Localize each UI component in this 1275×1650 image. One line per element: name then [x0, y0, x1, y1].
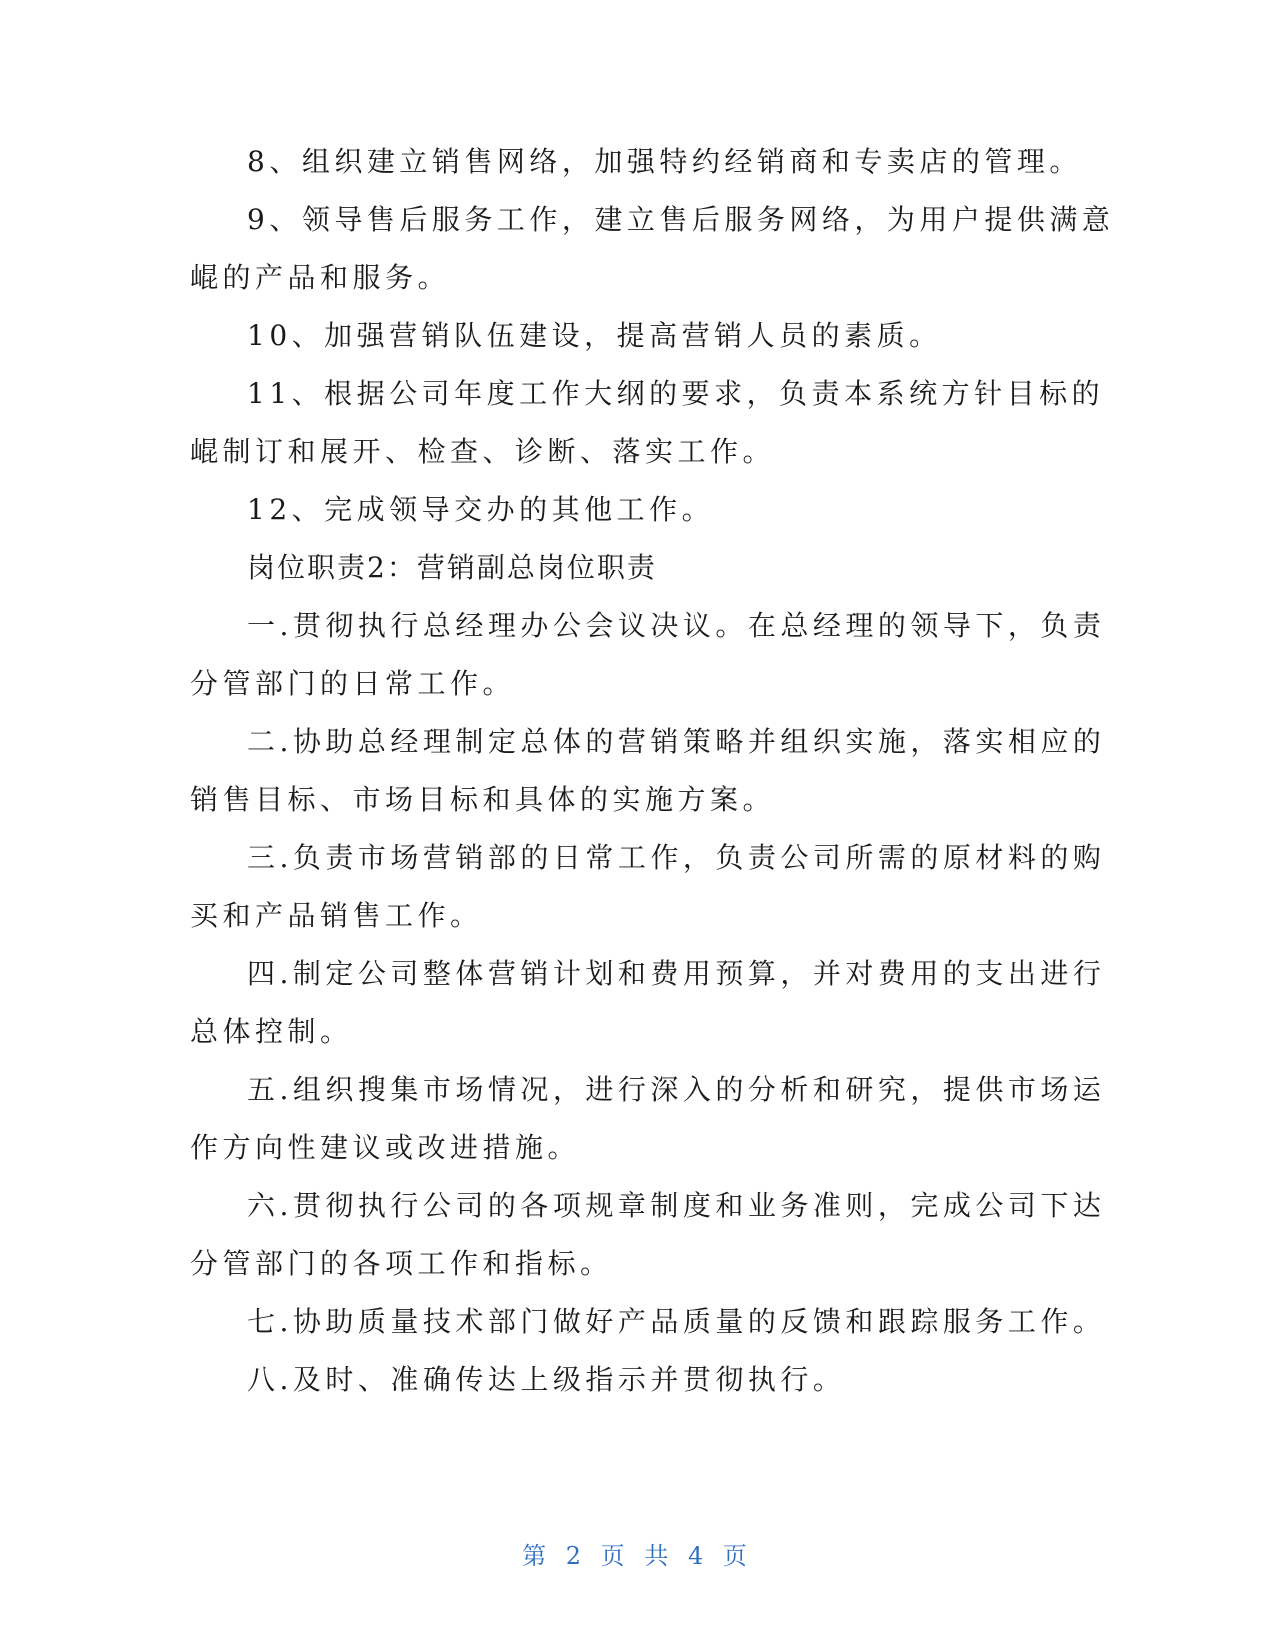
item-1-line1: 一.贯彻执行总经理办公会议决议。在总经理的领导下，负责	[247, 609, 1106, 642]
item-4-line2: 总体控制。	[190, 1015, 353, 1048]
footer-total-pages: 4	[687, 1542, 710, 1570]
page-footer	[0, 1536, 1275, 1571]
item-2-line2: 销售目标、市场目标和具体的实施方案。	[190, 783, 776, 816]
item-3-line1: 三.负责市场营销部的日常工作，负责公司所需的原材料的购	[247, 841, 1106, 874]
item-7: 七.协助质量技术部门做好产品质量的反馈和跟踪服务工作。	[247, 1305, 1106, 1338]
footer-page-word: 页	[600, 1542, 631, 1570]
footer-current-page: 2	[565, 1542, 588, 1570]
item-6-line1: 六.贯彻执行公司的各项规章制度和业务准则，完成公司下达	[247, 1189, 1106, 1222]
footer-prefix: 第	[522, 1542, 553, 1570]
paragraph-11-line1: 11、根据公司年度工作大纲的要求，负责本系统方针目标的	[247, 377, 1105, 410]
item-1-line2: 分管部门的日常工作。	[190, 667, 516, 700]
item-2-line1: 二.协助总经理制定总体的营销策略并组织实施，落实相应的	[247, 725, 1106, 758]
item-8: 八.及时、准确传达上级指示并贯彻执行。	[247, 1363, 846, 1396]
paragraph-9-line2: 崐的产品和服务。	[190, 261, 451, 294]
item-3-line2: 买和产品销售工作。	[190, 899, 483, 932]
paragraph-9-line1: 9、领导售后服务工作，建立售后服务网络，为用户提供满意	[247, 203, 1115, 236]
footer-total-word: 共	[644, 1542, 675, 1570]
item-4-line1: 四.制定公司整体营销计划和费用预算，并对费用的支出进行	[247, 957, 1106, 990]
paragraph-12: 12、完成领导交办的其他工作。	[247, 493, 715, 526]
paragraph-8: 8、组织建立销售网络，加强特约经销商和专卖店的管理。	[247, 145, 1082, 178]
paragraph-11-line2: 崐制订和展开、检查、诊断、落实工作。	[190, 435, 776, 468]
item-6-line2: 分管部门的各项工作和指标。	[190, 1247, 613, 1280]
paragraph-10: 10、加强营销队伍建设，提高营销人员的素质。	[247, 319, 942, 352]
footer-suffix: 页	[722, 1542, 753, 1570]
section-heading: 岗位职责2：营销副总岗位职责	[247, 551, 657, 584]
item-5-line2: 作方向性建议或改进措施。	[190, 1131, 581, 1164]
item-5-line1: 五.组织搜集市场情况，进行深入的分析和研究，提供市场运	[247, 1073, 1106, 1106]
